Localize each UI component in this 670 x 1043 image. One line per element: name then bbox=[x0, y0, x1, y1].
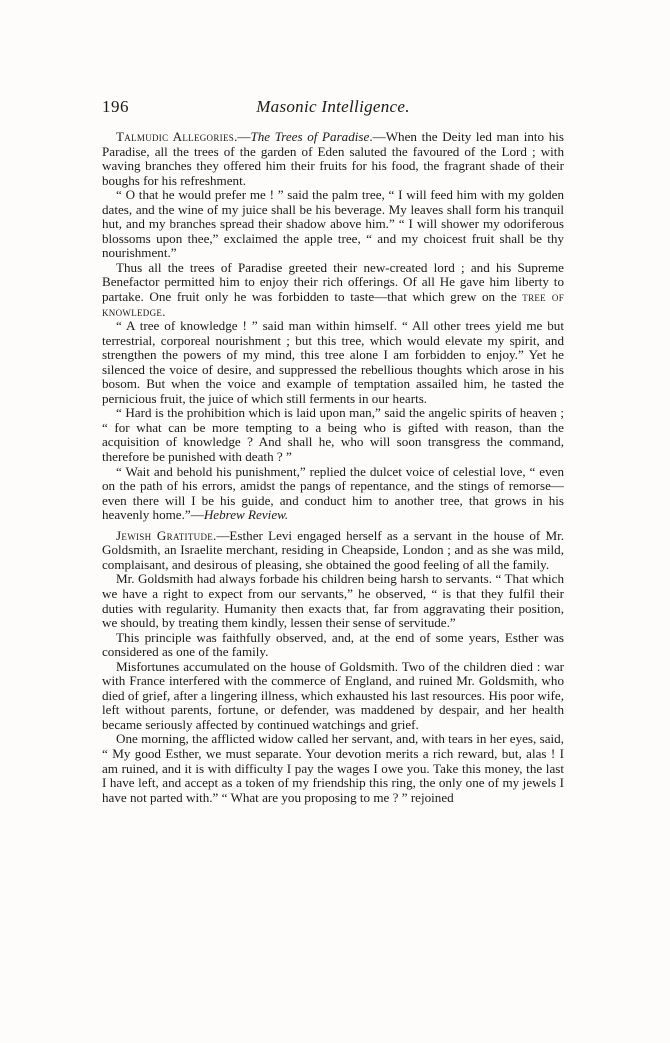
page-number: 196 bbox=[102, 97, 129, 116]
paragraph-text: Thus all the trees of Paradise greeted their new-created lord ; and his Supreme Benefactor permitted him to enjoy their rich offerings. Of all He gave him liberty to partake. One fruit only he was forbidden to taste—that which grew on the bbox=[102, 259, 564, 305]
running-title: Masonic Intelligence. bbox=[256, 97, 410, 116]
paragraph-text: Esther Levi engaged herself as a servant in the house of Mr. Goldsmith, an Israelite merchant, residing in Cheapside, London ; and as she was mild, complaisant, and desirous of pleasing, she obtained the good feeling of all the family. bbox=[102, 527, 564, 572]
paragraph: This principle was faithfully observed, and, at the end of some years, Esther was considered as one of the family. bbox=[102, 629, 564, 660]
paragraph: Talmudic Allegories.—The Trees of Paradise.—When the Deity led man into his Paradise, all the trees of the garden of Eden saluted the favoured of the Lord ; with waving branches they offered him their fruits for his food, the fragrant shade of their boughs for his refreshment. bbox=[102, 129, 564, 188]
section-subtitle: The Trees of Paradise bbox=[250, 129, 370, 144]
paragraph: Jewish Gratitude.—Esther Levi engaged herself as a servant in the house of Mr. Goldsmith, an Israelite merchant, residing in Cheapside, London ; and as she was mild, complaisant, and desirous of pleasing, she obtained the good feeling of all the family. bbox=[102, 527, 564, 572]
paragraph-text: . bbox=[162, 303, 166, 319]
article-body bbox=[102, 130, 564, 805]
paragraph-text: “ Wait and behold his punishment,” replied the dulcet voice of celestial love, “ even on the path of his errors, amidst the pangs of repentance, and the stings of remorse—even there will I be his guide, and conduct him to another tree, that grows in his heavenly home.”— bbox=[102, 463, 564, 523]
paragraph bbox=[102, 261, 564, 319]
paragraph bbox=[102, 465, 564, 523]
paragraph: “ A tree of knowledge ! ” said man within himself. “ All other trees yield me but terrestrial, corporeal nourishment ; but this tree, which would elevate my spirit, and strengthen the powers of my mind, this tree alone I am forbidden to enjoy.” Yet he silenced the voice of desire, and suppressed the rebellious thoughts which arose in his bosom. But when the voice and example of temptation assailed him, he tasted the pernicious fruit, the juice of which still ferments in our hearts. bbox=[102, 318, 564, 406]
paragraph: One morning, the afflicted widow called her servant, and, with tears in her eyes, said, “ My good Esther, we must separate. Your devotion merits a rich reward, but, alas ! I am ruined, and it is with difficulty I pay the wages I owe you. Take this money, the last I have left, and accept as a token of my friendship this ring, the only one of my jewels I have not parted with.” “ What are you proposing to me ? ” rejoined bbox=[102, 731, 564, 805]
section-heading: Talmudic Allegories bbox=[116, 129, 235, 144]
paragraph: “ O that he would prefer me ! ” said the palm tree, “ I will feed him with my golden dates, and the wine of my juice shall be his beverage. My leaves shall form his tranquil hut, and my branches spread their shadow above him.” “ I will shower my odoriferous blossoms upon thee,” exclaimed the apple tree, “ and my choicest fruit shall be thy nourishment.” bbox=[102, 187, 564, 261]
paragraph: Mr. Goldsmith had always forbade his children being harsh to servants. “ That which we have a right to expect from our servants,” he observed, “ is that they fulfil their duties with regularity. Humanity then exacts that, far from aggravating their position, we should, by treating them kindly, lessen their sense of servitude.” bbox=[102, 571, 564, 631]
section-heading: Jewish Gratitude bbox=[116, 527, 214, 543]
source-citation: Hebrew Review. bbox=[203, 507, 289, 523]
page-header bbox=[102, 97, 564, 119]
small-caps-phrase: tree of knowledge bbox=[102, 289, 564, 319]
paragraph-text: When the Deity led man into his Paradise, all the trees of the garden of Eden saluted the favoured of the Lord ; with waving branches they offered him their fruits for his food, the fragrant shade of their boughs for his refreshment. bbox=[102, 129, 564, 188]
paragraph: Misfortunes accumulated on the house of Goldsmith. Two of the children died : war with France interfered with the commerce of England, and ruined Mr. Goldsmith, who died of grief, after a lingering illness, which exhausted his last resources. His poor wife, left without parents, fortune, or defender, was maddened by despair, and her health became seriously affected by continued watchings and grief. bbox=[102, 658, 564, 732]
paragraph: “ Hard is the prohibition which is laid upon man,” said the angelic spirits of heaven ; “ for what can be more tempting to a being who is gifted with reason, than the acquisition of knowledge ? And shall he, who will soon transgress the command, therefore be punished with death ? ” bbox=[102, 405, 564, 465]
